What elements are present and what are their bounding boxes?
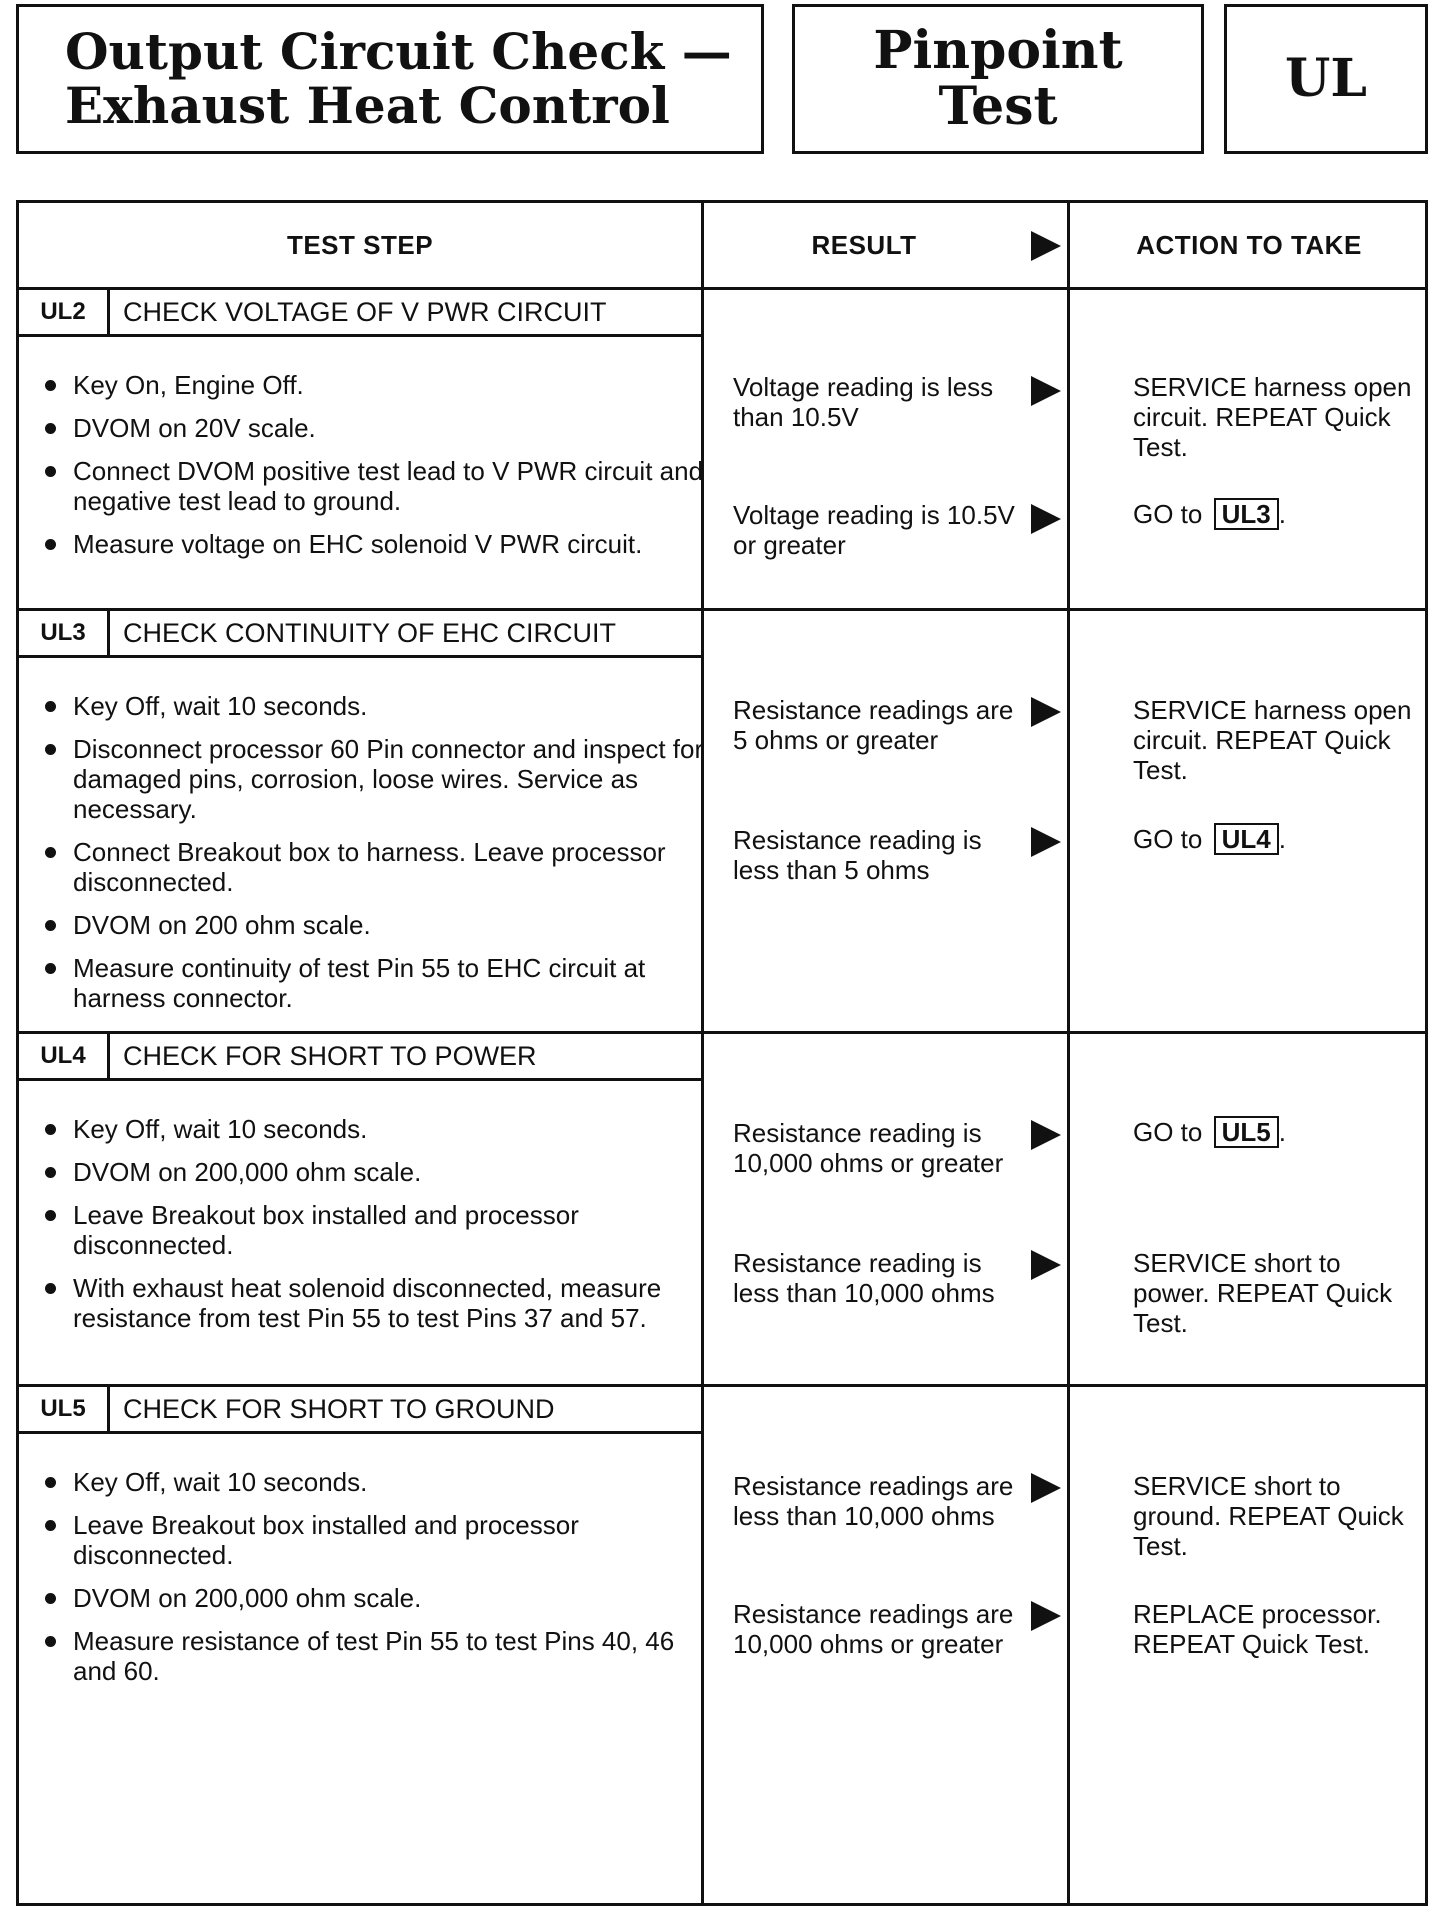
action-text: SERVICE short to ground. REPEAT Quick Test. bbox=[1133, 1471, 1404, 1561]
list-item: Key On, Engine Off. bbox=[45, 370, 705, 400]
list-item: Key Off, wait 10 seconds. bbox=[45, 1114, 705, 1144]
section-id: UL3 bbox=[19, 611, 110, 655]
list-item: Disconnect processor 60 Pin connector and inspect for damaged pins, corrosion, loose wires. Service as necessary. bbox=[45, 734, 705, 824]
page-title bbox=[65, 22, 732, 135]
result-text: Resistance reading is 10,000 ohms or greater bbox=[733, 1118, 1004, 1178]
list-item: Measure continuity of test Pin 55 to EHC circuit at harness connector. bbox=[45, 953, 705, 1013]
goto-ref-ul3[interactable]: UL3 bbox=[1214, 498, 1279, 530]
section-title: CHECK VOLTAGE OF V PWR CIRCUIT bbox=[123, 296, 607, 327]
goto-ref-ul4[interactable]: UL4 bbox=[1214, 823, 1279, 855]
list-item: Key Off, wait 10 seconds. bbox=[45, 1467, 705, 1497]
action-text: REPLACE processor. REPEAT Quick Test. bbox=[1133, 1599, 1382, 1659]
result-text: Resistance reading is less than 10,000 ohms bbox=[733, 1248, 995, 1308]
result-text: Voltage reading is less than 10.5V bbox=[733, 372, 994, 432]
arrow-icon bbox=[1031, 1250, 1061, 1280]
section-ul3 bbox=[19, 611, 1425, 1031]
list-item: DVOM on 200 ohm scale. bbox=[45, 910, 705, 940]
section-header bbox=[19, 1387, 701, 1434]
step-list bbox=[45, 691, 705, 1026]
col-header-result: RESULT bbox=[811, 229, 917, 260]
result-text: Resistance reading is less than 5 ohms bbox=[733, 825, 982, 885]
test-code: UL bbox=[1285, 47, 1367, 109]
result-text: Resistance readings are 5 ohms or greater bbox=[733, 695, 1014, 755]
list-item: Leave Breakout box installed and processor disconnected. bbox=[45, 1510, 705, 1570]
action-goto: GO to UL3 . bbox=[1133, 499, 1286, 529]
action-goto: GO to UL5 . bbox=[1133, 1117, 1286, 1147]
result-text: Resistance readings are less than 10,000 ohms bbox=[733, 1471, 1014, 1531]
col-header-action: ACTION TO TAKE bbox=[1136, 229, 1362, 260]
title-box bbox=[16, 4, 764, 154]
title-line-2: Exhaust Heat Control bbox=[65, 76, 670, 135]
pinpoint-box bbox=[792, 4, 1204, 154]
arrow-icon bbox=[1031, 376, 1061, 406]
pinpoint-line-2: Test bbox=[938, 76, 1058, 137]
result-text: Resistance readings are 10,000 ohms or greater bbox=[733, 1599, 1014, 1659]
action-text: SERVICE harness open circuit. REPEAT Quick Test. bbox=[1133, 372, 1412, 462]
section-title: CHECK CONTINUITY OF EHC CIRCUIT bbox=[123, 617, 617, 648]
arrow-icon bbox=[1031, 1601, 1061, 1631]
arrow-icon bbox=[1031, 697, 1061, 727]
step-list bbox=[45, 1467, 705, 1699]
list-item: Connect Breakout box to harness. Leave processor disconnected. bbox=[45, 837, 705, 897]
result-text: Voltage reading is 10.5V or greater bbox=[733, 500, 1015, 560]
action-text: SERVICE harness open circuit. REPEAT Quick Test. bbox=[1133, 695, 1412, 785]
pinpoint-label bbox=[873, 19, 1123, 137]
arrow-icon bbox=[1031, 504, 1061, 534]
section-id: UL2 bbox=[19, 290, 110, 334]
section-ul5 bbox=[19, 1387, 1425, 1903]
arrow-icon bbox=[1031, 231, 1061, 261]
list-item: DVOM on 20V scale. bbox=[45, 413, 705, 443]
arrow-icon bbox=[1031, 827, 1061, 857]
list-item: With exhaust heat solenoid disconnected, measure resistance from test Pin 55 to test Pins 37 and 57. bbox=[45, 1273, 705, 1333]
list-item: Measure resistance of test Pin 55 to test Pins 40, 46 and 60. bbox=[45, 1626, 705, 1686]
section-header bbox=[19, 1034, 701, 1081]
list-item: Leave Breakout box installed and processor disconnected. bbox=[45, 1200, 705, 1260]
pinpoint-line-1: Pinpoint bbox=[873, 19, 1123, 81]
section-header bbox=[19, 611, 701, 658]
section-title: CHECK FOR SHORT TO GROUND bbox=[123, 1393, 555, 1424]
goto-ref-ul5[interactable]: UL5 bbox=[1214, 1116, 1279, 1148]
goto-prefix: GO to bbox=[1133, 824, 1203, 854]
list-item: DVOM on 200,000 ohm scale. bbox=[45, 1583, 705, 1613]
section-id: UL5 bbox=[19, 1387, 110, 1431]
section-ul4 bbox=[19, 1034, 1425, 1384]
step-list bbox=[45, 370, 705, 572]
action-goto: GO to UL4 . bbox=[1133, 824, 1286, 854]
section-title: CHECK FOR SHORT TO POWER bbox=[123, 1040, 537, 1071]
title-line-1: Output Circuit Check — bbox=[65, 22, 732, 81]
action-text: SERVICE short to power. REPEAT Quick Test. bbox=[1133, 1248, 1393, 1338]
step-list bbox=[45, 1114, 705, 1346]
goto-prefix: GO to bbox=[1133, 1117, 1203, 1147]
list-item: DVOM on 200,000 ohm scale. bbox=[45, 1157, 705, 1187]
arrow-icon bbox=[1031, 1120, 1061, 1150]
section-ul2 bbox=[19, 290, 1425, 608]
pinpoint-table bbox=[16, 200, 1428, 1906]
test-code-box bbox=[1224, 4, 1428, 154]
arrow-icon bbox=[1031, 1473, 1061, 1503]
list-item: Connect DVOM positive test lead to V PWR circuit and negative test lead to ground. bbox=[45, 456, 705, 516]
goto-prefix: GO to bbox=[1133, 499, 1203, 529]
section-id: UL4 bbox=[19, 1034, 110, 1078]
section-header bbox=[19, 290, 701, 337]
col-header-test-step: TEST STEP bbox=[286, 229, 434, 260]
list-item: Key Off, wait 10 seconds. bbox=[45, 691, 705, 721]
list-item: Measure voltage on EHC solenoid V PWR circuit. bbox=[45, 529, 705, 559]
